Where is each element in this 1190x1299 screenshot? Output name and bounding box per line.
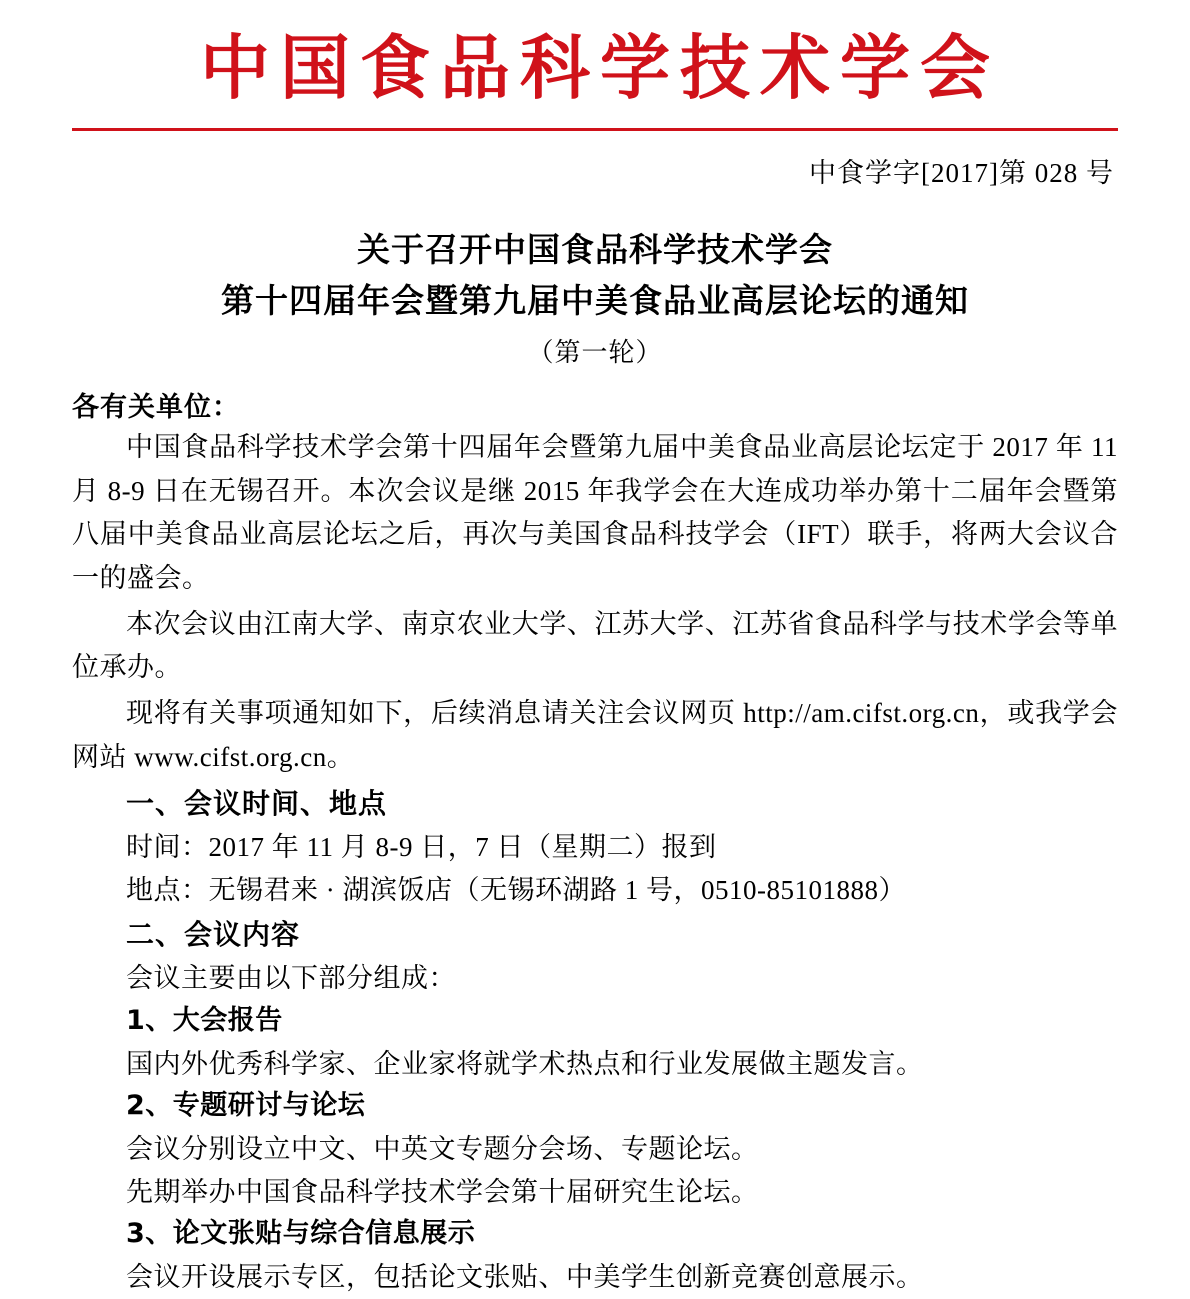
- letterhead-divider: [72, 128, 1118, 131]
- section-2-item-1-label: 1、大会报告: [126, 1005, 283, 1037]
- section-2-item-1-line-1: 国内外优秀科学家、企业家将就学术热点和行业发展做主题发言。: [126, 1048, 924, 1079]
- section-1-line-1: 时间：2017 年 11 月 8-9 日，7 日（星期二）报到: [126, 831, 717, 862]
- section-2-item-2-line-2: 先期举办中国食品科学技术学会第十届研究生论坛。: [126, 1176, 759, 1207]
- paragraph-1: 中国食品科学技术学会第十四届年会暨第九届中美食品业高层论坛定于 2017 年 11 月 8-9 日在无锡召开。本次会议是继 2015 年我学会在大连成功举办第十二届年会暨第八届中美食品业高层论坛之后，再次与美国食品科技学会（IFT）联手，将两大会议合一的盛会。: [72, 431, 1118, 593]
- section-2-item-2-label: 2、专题研讨与论坛: [126, 1090, 366, 1122]
- title-block: [72, 224, 1118, 369]
- section-heading-2: 二、会议内容: [126, 918, 301, 952]
- section-1-line-2: 地点：无锡君来 · 湖滨饭店（无锡环湖路 1 号，0510-85101888）: [126, 874, 906, 905]
- document-title-line-1: 关于召开中国食品科学技术学会: [357, 229, 833, 269]
- document-subtitle: （第一轮）: [527, 337, 663, 367]
- section-2-item-3-label: 3、论文张贴与综合信息展示: [126, 1218, 476, 1250]
- paragraph-3: 现将有关事项通知如下，后续消息请关注会议网页 http://am.cifst.org.cn，或我学会网站 www.cifst.org.cn。: [72, 698, 1118, 772]
- document-title-line-2: 第十四届年会暨第九届中美食品业高层论坛的通知: [221, 280, 969, 320]
- letterhead: [72, 0, 1118, 131]
- salutation: 各有关单位：: [72, 391, 240, 423]
- organization-name: 中国食品科学技术学会: [200, 26, 1000, 109]
- document-number: 中食学字[2017]第 028 号: [809, 157, 1114, 188]
- section-2-line-1: 会议主要由以下部分组成：: [126, 963, 456, 994]
- section-2-item-2-line-1: 会议分别设立中文、中英文专题分会场、专题论坛。: [126, 1134, 759, 1165]
- section-heading-1: 一、会议时间、地点: [126, 786, 388, 820]
- section-2-item-3-line-1: 会议开设展示专区，包括论文张贴、中美学生创新竞赛创意展示。: [126, 1262, 924, 1293]
- paragraph-2: 本次会议由江南大学、南京农业大学、江苏大学、江苏省食品科学与技术学会等单位承办。: [72, 608, 1118, 683]
